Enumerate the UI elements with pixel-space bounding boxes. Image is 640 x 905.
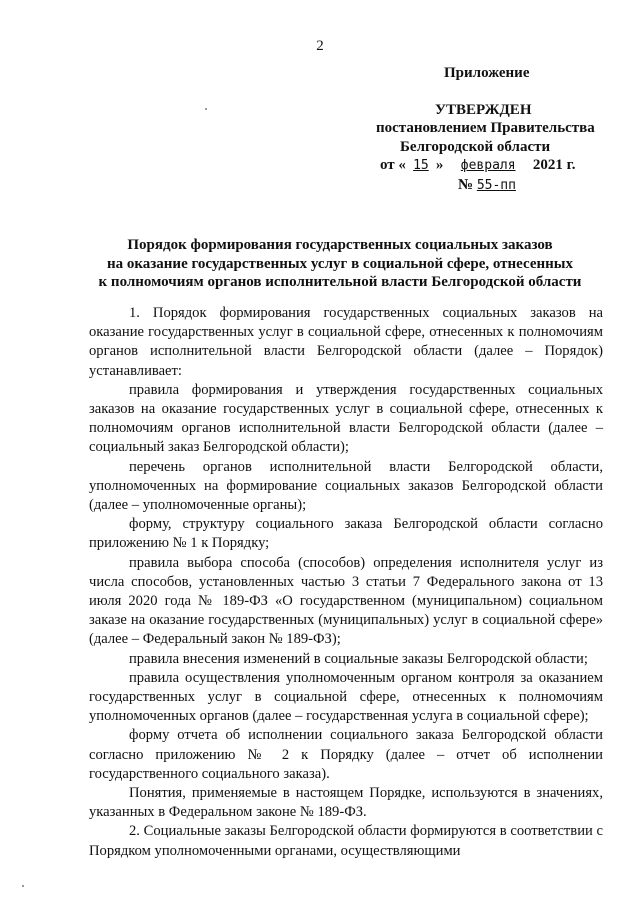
paragraph-6: правила внесения изменений в социальные заказы Белгородской области; xyxy=(129,650,588,667)
resolution-number: 55-пп xyxy=(476,177,516,193)
scan-speck xyxy=(205,108,207,110)
approval-date-line xyxy=(360,156,630,176)
paragraph-2: правила формирования и утверждения государственных социальных заказов на оказание государственных услуг в социальной сфере, отнесенных к полномочиям органов исполнительной власти Белгородской области (далее – социальный заказ Белгородской области); xyxy=(89,381,603,456)
approval-number-line xyxy=(360,176,630,196)
approval-block xyxy=(360,64,630,195)
paragraph-8: форму отчета об исполнении социального заказа Белгородской области согласно приложению № 2 к Порядку (далее – отчет об исполнении государственного социального заказа). xyxy=(89,727,603,782)
appendix-label: Приложение xyxy=(444,65,530,81)
paragraph-1: 1. Порядок формирования государственных социальных заказов на оказание государственных услуг в социальной сфере, отнесенных к полномочиям органов исполнительной власти Белгородской области (далее – Порядок) устанавливает: xyxy=(89,305,603,379)
title-line-3: к полномочиям органов исполнительной власти Белгородской области xyxy=(98,274,582,290)
approval-line-resolution: постановлением Правительства xyxy=(376,120,595,136)
date-day: 15 xyxy=(413,158,429,173)
number-prefix: № xyxy=(458,176,474,193)
title-line-1: Порядок формирования государственных социальных заказов xyxy=(127,237,553,253)
paragraph-3: перечень органов исполнительной власти Белгородской области, уполномоченных на формирование социальных заказов Белгородской области (далее – уполномоченные органы); xyxy=(89,458,603,514)
date-year: 2021 г. xyxy=(532,157,576,173)
page-number: 2 xyxy=(316,38,324,54)
title-line-2: на оказание государственных услуг в социальной сфере, отнесенных xyxy=(106,255,574,272)
date-mid: » xyxy=(435,157,444,173)
approval-status: УТВЕРЖДЕН xyxy=(435,101,532,118)
approval-line-region: Белгородской области xyxy=(400,138,551,155)
document-title xyxy=(60,236,620,292)
paragraph-7: правила осуществления уполномоченным органом контроля за оказанием государственных услуг в социальной сфере, отнесенных к полномочиям уполномоченных органов (далее – государственная услуга в социальной сфере); xyxy=(89,669,603,725)
paragraph-9: Понятия, применяемые в настоящем Порядке, используются в значениях, указанных в Федеральном законе № 189-ФЗ. xyxy=(89,785,603,821)
paragraph-5: правила выбора способа (способов) определения исполнителя услуг из числа способов, установленных частью 3 статьи 7 Федерального закона от 13 июля 2020 года № 189-ФЗ «О государственном (муниципальном) социальном заказе на оказание государственных (муниципальных) услуг в социальной сфере» (далее – Федеральный закон № 189-ФЗ); xyxy=(89,554,603,648)
date-prefix: от « xyxy=(380,157,406,173)
paragraph-10: 2. Социальные заказы Белгородской области формируются в соответствии с Порядком уполномоченными органами, осуществляющими xyxy=(89,823,603,859)
date-month: февраля xyxy=(460,158,516,173)
document-body xyxy=(89,304,603,861)
paragraph-4: форму, структуру социального заказа Белгородской области согласно приложению № 1 к Порядку; xyxy=(89,516,603,552)
scan-speck xyxy=(22,885,24,887)
